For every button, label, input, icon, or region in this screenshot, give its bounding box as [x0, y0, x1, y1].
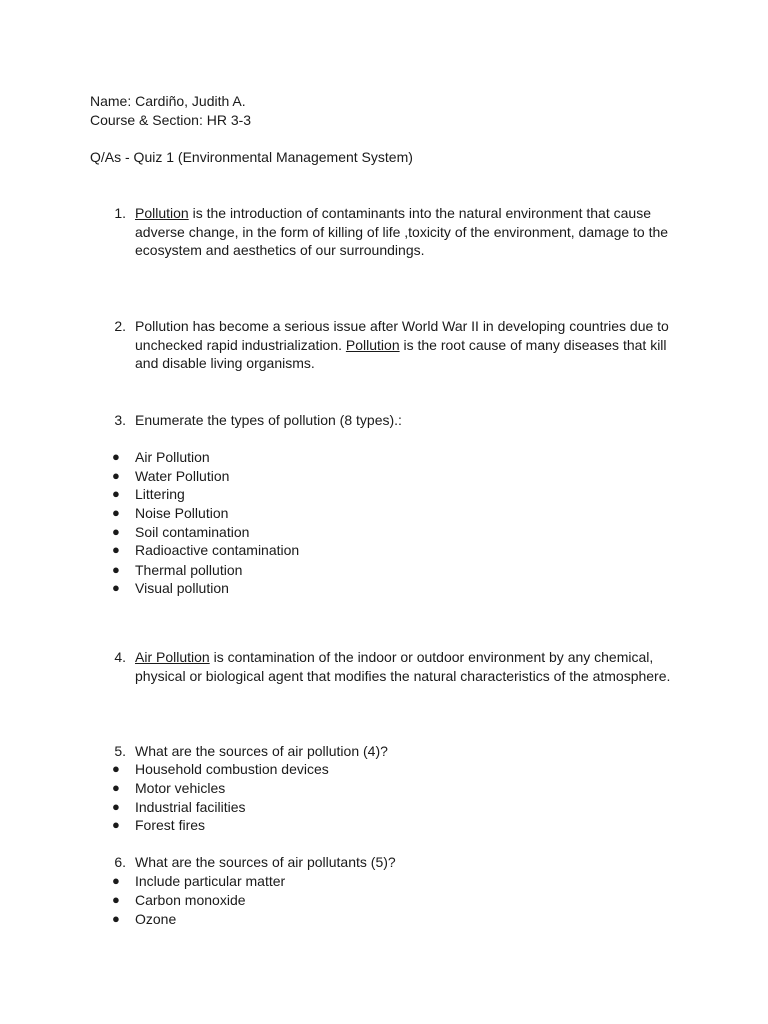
bullet-marker: ● [112, 780, 120, 795]
list-item: Littering [135, 486, 185, 502]
list-item: Motor vehicles [135, 780, 226, 796]
bullet-marker: ● [112, 468, 120, 483]
q4-number: 4. [114, 649, 126, 665]
bullet-marker: ● [112, 911, 120, 926]
q4-text: is contamination of the indoor or outdoor environment by any chemical, physical or biological agent that modifies the natural characteristics of the atmosphere. [135, 649, 671, 684]
q2-answer [135, 317, 675, 373]
list-item: Soil contamination [135, 524, 250, 540]
bullet-marker: ● [112, 892, 120, 907]
list-item: Industrial facilities [135, 799, 246, 815]
bullet-marker: ● [112, 799, 120, 814]
list-item: Thermal pollution [135, 562, 243, 578]
bullet-marker: ● [112, 873, 120, 888]
q3-question: Enumerate the types of pollution (8 types).: [135, 412, 402, 428]
bullet-marker: ● [112, 449, 120, 464]
q1-term: Pollution [135, 205, 189, 221]
bullet-marker: ● [112, 524, 120, 539]
q2-number: 2. [114, 318, 126, 334]
list-item: Household combustion devices [135, 761, 329, 777]
bullet-marker: ● [112, 505, 120, 520]
list-item: Radioactive contamination [135, 542, 300, 558]
list-item: Noise Pollution [135, 505, 229, 521]
quiz-title: Q/As - Quiz 1 (Environmental Management System) [90, 149, 413, 165]
q2-text-after: is the root cause of many diseases that kill and disable living organisms. [135, 336, 667, 372]
q4-term: Air Pollution [135, 649, 210, 665]
q2-term: Pollution [345, 336, 400, 353]
list-item: Ozone [135, 911, 177, 927]
q4-answer [135, 648, 675, 685]
list-item: Visual pollution [135, 580, 229, 596]
list-item: Forest fires [135, 817, 206, 833]
student-name: Name: Cardiño, Judith A. [90, 93, 246, 109]
course-section: Course & Section: HR 3-3 [90, 112, 252, 128]
list-item: Include particular matter [135, 873, 286, 889]
q6-number: 6. [114, 854, 126, 870]
bullet-marker: ● [112, 580, 120, 595]
q5-number: 5. [114, 743, 126, 759]
bullet-marker: ● [112, 542, 120, 557]
q2-text-before: Pollution has become a serious issue after World War II in developing countries due to unchecked rapid industrialization. [135, 318, 669, 353]
q5-question: What are the sources of air pollution (4)? [135, 743, 388, 759]
q1-number: 1. [114, 205, 126, 221]
bullet-marker: ● [112, 486, 120, 501]
q1-answer [135, 204, 675, 260]
bullet-marker: ● [112, 817, 120, 832]
bullet-marker: ● [112, 761, 120, 776]
list-item: Water Pollution [135, 468, 230, 484]
q3-number: 3. [114, 412, 126, 428]
bullet-marker: ● [112, 562, 120, 577]
list-item: Carbon monoxide [135, 892, 246, 908]
q6-question: What are the sources of air pollutants (5)? [135, 854, 396, 870]
q1-text: is the introduction of contaminants into the natural environment that cause adverse change, in the form of killing of life ,toxicity of the environment, damage to the ecosystem and aesthetics of our surroundings. [135, 205, 669, 259]
list-item: Air Pollution [135, 449, 210, 465]
